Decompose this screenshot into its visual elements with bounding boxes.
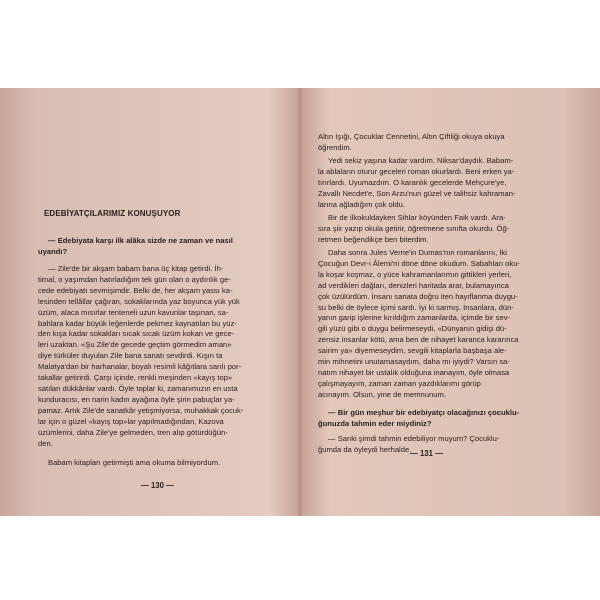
text-line: lesinden tellâllar çağıran, sokaklarında yaz boyunca yük yük (38, 296, 240, 306)
text-line: Altın Işığı, Çocuklar Cennetini, Altın Çiftliği okuya okuya (318, 132, 505, 141)
answer-paragraph (38, 264, 283, 449)
text-line: yanın garip işlerine kırıldığım zamanlarda, içimde bir sev- (318, 313, 511, 323)
text-line: den. (38, 438, 53, 448)
paragraph (318, 132, 563, 154)
text-line: gili yüzü gibi o duygu belirmeseydi, «Dünyanın gidişi dü- (318, 324, 507, 334)
question-line: — Edebiyata karşı ilk alâka sizde ne zaman ve nasıl (48, 236, 233, 245)
text-line: Daha sonra Jules Verne'in Dumas'nın romanlarını, İki (328, 248, 507, 257)
text-line: ğumda da öyleydi herhalde. (318, 444, 412, 454)
text-line: Babam kitapları getirmişti ama okuma bilmiyordum. (48, 458, 221, 467)
text-line: min mihnetini unutamasaydım, daha mı iyiydi? Varsın sa- (318, 357, 510, 367)
paragraph (318, 213, 563, 246)
text-line: çalışmayayım, zaman zaman yazdıklarımı görüp (318, 378, 481, 388)
left-page (38, 88, 283, 516)
text-line: su belki de öylece içimi sardı. İyi ki sarmış. İnsanlara, dün- (318, 302, 514, 312)
text-line: üzüm, alaca mısırlar tenteneli uzun kavunlar taşınan, sa- (38, 307, 229, 317)
text-line: natım nihayet bir ustalık olduğuna inanayım, öyle olmasa (318, 367, 510, 377)
text-line: retmen beğendikçe ben biterdim. (318, 234, 429, 244)
text-line: pamaz. Artık Zile'de sanatkâr yetişmiyorsa, muhakkak çocuk- (38, 405, 244, 415)
text-line: öğrendim. (318, 142, 352, 152)
paragraph (318, 156, 563, 211)
text-line: tırırlardı. Uyumazdım. O karanlık gecelerde Mehçure'ye, (318, 177, 507, 187)
text-line: larına ağladığım çok oldu. (318, 199, 405, 209)
page-number: — 131 — (410, 449, 443, 458)
question-line: — Bir gün meşhur bir edebiyatçı olacağınızı çocuklu- (328, 408, 520, 417)
interview-question (38, 236, 283, 258)
text-line: diye türküler duyulan Zile bana sanatı sevdirdi. Kışın ta (38, 351, 223, 361)
question-line: uyandı? (38, 246, 68, 256)
text-line: Yedi sekiz yaşına kadar vardım. Niksar'daydık. Babam- (328, 156, 514, 165)
text-line: den kışa kadar sokakları sıcak sıcak üzüm kokan ve gece- (38, 329, 235, 339)
text-line: cede edebiyatı sevmişimdir. Belki de, her akşam yassı ka- (38, 285, 233, 295)
text-line: ad verdikleri dağları, denizleri haritada arar, bulamayınca (318, 280, 509, 290)
text-line: kunduracısı, en narin kadın ayağına öyle şirin pabuçlar ya- (38, 394, 235, 404)
question-line: ğunuzda tahmin eder miydiniz? (318, 418, 432, 428)
right-page (318, 88, 563, 516)
paragraph (318, 248, 563, 401)
text-line: çok üzülürdüm. İnsanı sanata doğru iten hayıflanma duygu- (318, 291, 518, 301)
text-line: — Zile'de bir akşam babam bana üç kitap getirdi. İh- (48, 264, 224, 273)
text-line: Zavallı Necdet'e, Son Arzu'nun güzel ve talihsiz kahraman- (318, 188, 516, 198)
text-line: üzümlerini, daha Zile'ye gelmeden, tren alıp götürdüğün- (38, 427, 228, 437)
answer-paragraph (38, 458, 283, 469)
text-line: sıra şiir yazıp okula getirir, öğretmene sınıfta okurdu. Öğ- (318, 223, 510, 233)
text-line: la ablaların oturur geceleri roman okurlardı. Beni erken ya- (318, 166, 515, 176)
text-line: Malatya'dan bir harhanalar, boyalı resimli kâğıtlara sarılı por- (38, 362, 242, 372)
text-line: leri uzaktan. «Şu Zile'de gecede geçtim görmedim aman» (38, 340, 232, 350)
text-line: acınayım. Olsun, yine de memnunum. (318, 389, 446, 399)
chapter-heading: EDEBİYATÇILARIMIZ KONUŞUYOR (44, 209, 181, 218)
text-line: Bir de ilkokuldayken Sihlar köyünden Faik vardı. Ara- (328, 213, 506, 222)
text-line: takallar getirirdi. Çarşı içinde, renkli meşinden «kayış top» (38, 373, 233, 383)
text-line: sairim ya» diyemeseydim, sevgili kitaplarla başbaşa ale- (318, 346, 507, 356)
text-line: satılan dükkânlar vardı. Öyle toplar ki, zamanımızın en usta (38, 383, 238, 393)
interview-question (318, 408, 563, 430)
text-line: Çocuğun Devr-i Âlemi'ni döne döne okudum. Sabahları oku- (318, 258, 520, 268)
text-line: bahlara kadar büyük leğenlerde pekmez kaynatılan bu yüz- (38, 318, 237, 328)
text-line: lar için o güzel «kayış top»lar yapılmadığından, Kazova (38, 416, 224, 426)
page-number: — 130 — (141, 481, 174, 490)
text-line: zensiz insanlar kötü, ama ben de nihayet karanca kararınca (318, 335, 519, 345)
text-line: — Sanki şimdi tahmin edebiliyor muyum? Çocuklu- (328, 434, 500, 443)
open-book (0, 88, 600, 516)
text-line: timal, o yaşımdan hatırladığım tek gün olan o aydınlık ge- (38, 274, 231, 284)
text-line: la koşar koşmaz, o yüce kahramanlarımın gittikleri yerleri, (318, 269, 512, 279)
